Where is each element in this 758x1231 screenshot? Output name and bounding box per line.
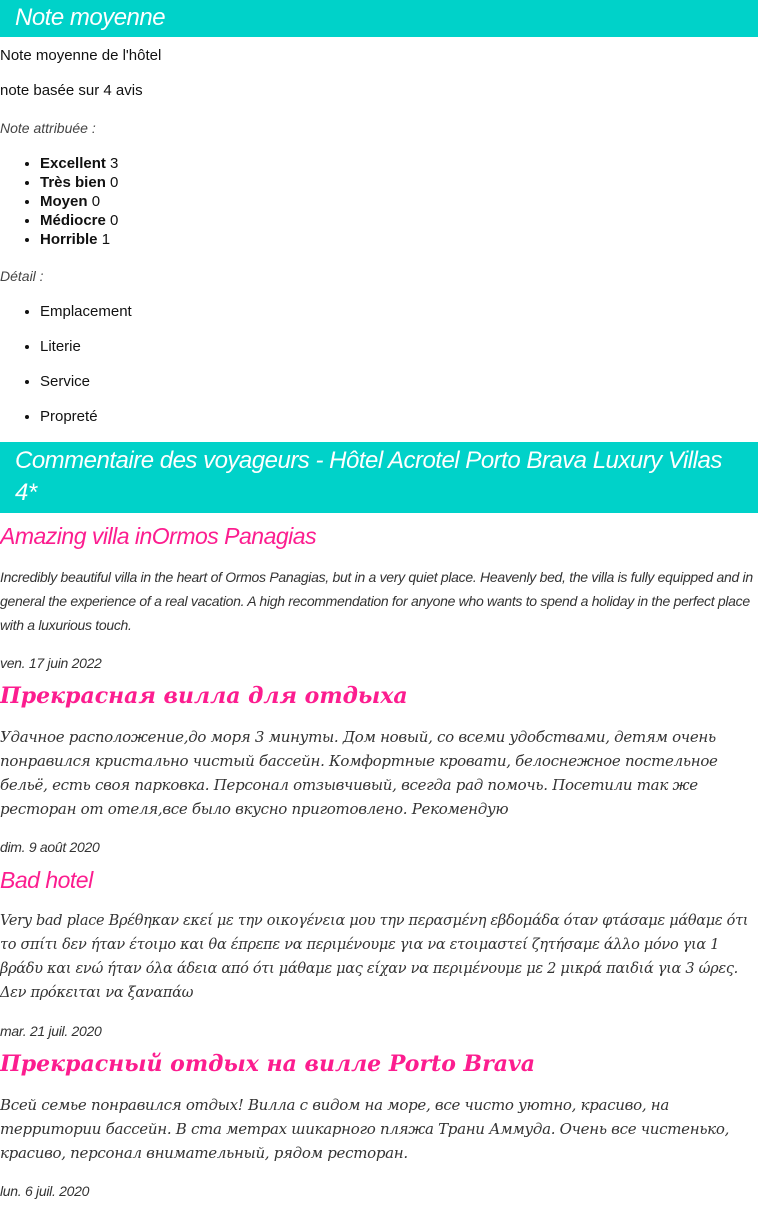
review-item: [0, 1049, 758, 1201]
review-title: Прекрасная вилла для отдыха: [0, 683, 408, 709]
review-title: Прекрасный отдых на вилле Porto Brava: [0, 1051, 536, 1077]
review-title: Amazing villa inOrmos Panagias: [0, 523, 317, 549]
details-label: Détail :: [0, 268, 44, 284]
review-date: mar. 21 juil. 2020: [0, 1023, 102, 1039]
section-header-comments: Commentaire des voyageurs - Hôtel Acrotel Porto Brava Luxury Villas 4*: [0, 442, 758, 513]
review-date: lun. 6 juil. 2020: [0, 1183, 90, 1199]
review-body: Incredibly beautiful villa in the heart of Ormos Panagias, but in a very quiet place. Heavenly bed, the villa is fully equipped and in general the experience of a real vacation. A high recommendation for anyone who wants to spend a holiday in the perfect place with a luxurious touch.: [0, 569, 753, 633]
detail-service: • Service: [40, 372, 758, 392]
rating-tres-bien: • Très bien 0: [40, 173, 758, 192]
review-title: Bad hotel: [0, 867, 93, 893]
average-label: Note moyenne de l'hôtel: [0, 47, 162, 64]
review-item: [0, 865, 758, 1041]
section-header-average: Note moyenne: [0, 0, 758, 37]
rating-horrible: • Horrible 1: [40, 230, 758, 249]
review-date: ven. 17 juin 2022: [0, 655, 102, 671]
rating-mediocre: • Médiocre 0: [40, 211, 758, 230]
detail-emplacement: • Emplacement: [40, 302, 758, 322]
review-body: Всей семье понравился отдых! Вилла с видом на море, все чисто уютно, красиво, на территории бассейн. В ста метрах шикарного пляжа Трани Аммуда. Очень все чистенько, красиво, персонал внимательный, рядом ресторан.: [0, 1096, 730, 1162]
review-item: [0, 521, 758, 673]
ratings-list: [0, 154, 758, 249]
review-item: [0, 681, 758, 857]
rating-excellent: • Excellent 3: [40, 154, 758, 173]
review-body: Удачное расположение,до моря 3 минуты. Дом новый, со всеми удобствами, детям очень понравился кристально чистый бассейн. Комфортные кровати, белоснежное постельное бельё, есть своя парковка. Персонал отзывчивый, всегда рад помочь. Посетили так же ресторан от отеля,все было вкусно приготовлено. Рекомендую: [0, 728, 718, 818]
rating-moyen: • Moyen 0: [40, 192, 758, 211]
review-date: dim. 9 août 2020: [0, 839, 100, 855]
review-body: Very bad place Βρέθηκαν εκεί με την οικογένεια μου την περασμένη εβδομάδα όταν φτάσαμε μάθαμε ότι το σπίτι δεν ήταν έτοιμο και θα έπρεπε να περιμένουμε για να ετοιμαστεί ζητήσαμε άλλο μόνο για 1 βράδυ και ενώ ήταν όλα άδεια από ότι μάθαμε μας είχαν να περιμένουμε με 2 μικρά παιδιά για 3 ώρες. Δεν πρόκειται να ξαναπάω: [0, 913, 749, 1001]
rating-summary: [0, 0, 758, 427]
details-list: [0, 302, 758, 427]
detail-literie: • Literie: [40, 337, 758, 357]
detail-proprete: • Propreté: [40, 407, 758, 427]
traveler-comments: [0, 442, 758, 1201]
ratings-label: Note attribuée :: [0, 120, 96, 136]
reviews-count: note basée sur 4 avis: [0, 82, 143, 99]
